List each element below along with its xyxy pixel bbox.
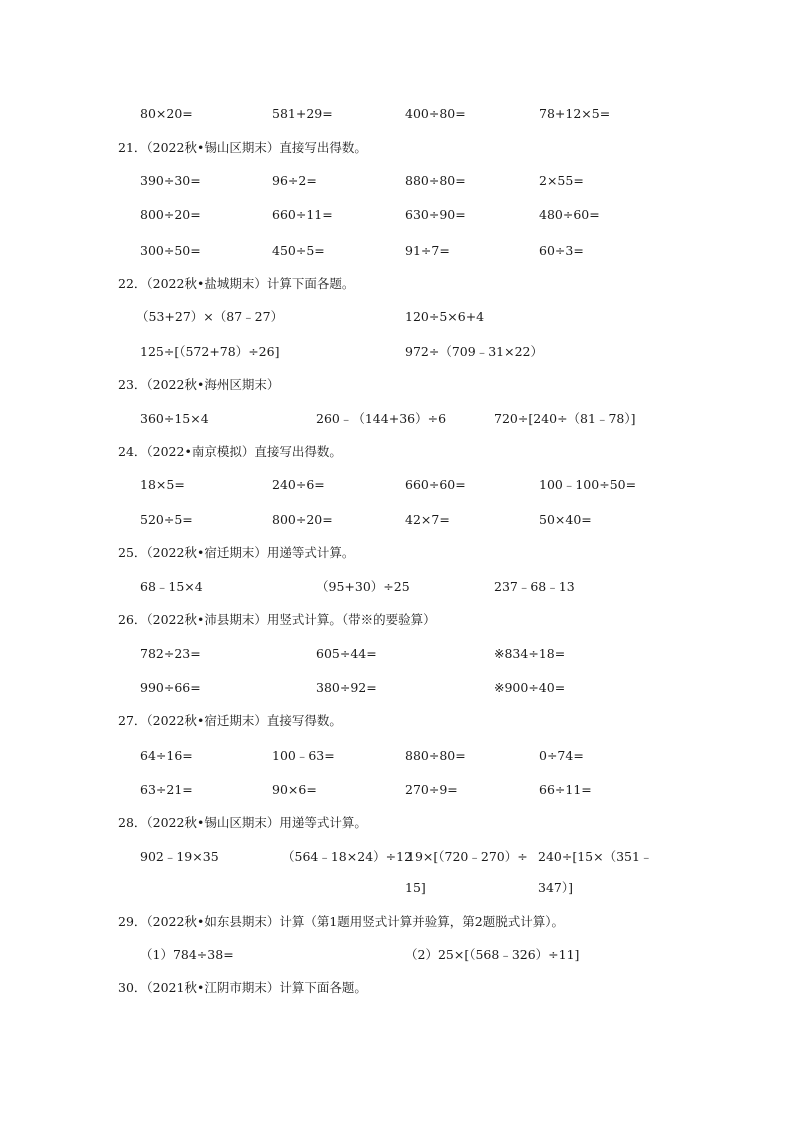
expression: 972÷（709﹣31×22） xyxy=(405,344,543,359)
expression: 800÷20= xyxy=(140,207,201,222)
expression: 630÷90= xyxy=(405,207,466,222)
expression: 270÷9= xyxy=(405,782,458,797)
expression: 78+12×5= xyxy=(539,106,611,121)
expression: 520÷5= xyxy=(140,512,193,527)
question-21-title: 21．（2022秋•锡山区期末）直接写出得数。 xyxy=(118,140,367,155)
expression: 480÷60= xyxy=(539,207,600,222)
expression: 50×40= xyxy=(539,512,592,527)
question-23-title: 23．（2022秋•海州区期末） xyxy=(118,377,280,392)
question-27-title: 27．（2022秋•宿迁期末）直接写得数。 xyxy=(118,713,342,728)
expression: 390÷30= xyxy=(140,173,201,188)
expression: 100﹣63= xyxy=(272,748,335,763)
expression: 990÷66= xyxy=(140,680,201,695)
expression: 63÷21= xyxy=(140,782,193,797)
expression: 240÷6= xyxy=(272,477,325,492)
expression: 880÷80= xyxy=(405,173,466,188)
expression: 660÷60= xyxy=(405,477,466,492)
expression: 96÷2= xyxy=(272,173,317,188)
expression: 380÷92= xyxy=(316,680,377,695)
expression: 2×55= xyxy=(539,173,584,188)
expression: 19×[（720﹣270）÷ xyxy=(407,849,528,864)
expression: 80×20= xyxy=(140,106,193,121)
expression: 237﹣68﹣13 xyxy=(494,579,575,594)
expression: （95+30）÷25 xyxy=(316,579,410,594)
expression: 100﹣100÷50= xyxy=(539,477,637,492)
question-25-title: 25．（2022秋•宿迁期末）用递等式计算。 xyxy=(118,545,355,560)
expression: 605÷44= xyxy=(316,646,377,661)
expression: 902﹣19×35 xyxy=(140,849,219,864)
expression: 64÷16= xyxy=(140,748,193,763)
expression: 91÷7= xyxy=(405,243,450,258)
expression: 720÷[240÷（81﹣78）] xyxy=(494,411,636,426)
expression: 581+29= xyxy=(272,106,333,121)
expression: ※834÷18= xyxy=(494,646,566,661)
expression: 400÷80= xyxy=(405,106,466,121)
expression: 782÷23= xyxy=(140,646,201,661)
expression: 660÷11= xyxy=(272,207,333,222)
expression: 120÷5×6+4 xyxy=(405,309,485,324)
expression-continuation: 347）] xyxy=(538,880,573,895)
expression: （1）784÷38= xyxy=(140,947,234,962)
expression: 0÷74= xyxy=(539,748,584,763)
question-26-title: 26．（2022秋•沛县期末）用竖式计算。（带※的要验算） xyxy=(118,612,436,627)
expression: （564﹣18×24）÷12 xyxy=(282,849,413,864)
expression: 60÷3= xyxy=(539,243,584,258)
question-29-title: 29．（2022秋•如东县期末）计算（第1题用竖式计算并验算，第2题脱式计算）。 xyxy=(118,914,564,929)
question-24-title: 24．（2022•南京模拟）直接写出得数。 xyxy=(118,444,342,459)
expression: 880÷80= xyxy=(405,748,466,763)
expression-continuation: 15] xyxy=(405,880,426,895)
expression: 360÷15×4 xyxy=(140,411,209,426)
expression: 260﹣（144+36）÷6 xyxy=(316,411,447,426)
expression: 18×5= xyxy=(140,477,185,492)
expression: 300÷50= xyxy=(140,243,201,258)
expression: 66÷11= xyxy=(539,782,592,797)
expression: （2）25×[（568﹣326）÷11] xyxy=(405,947,580,962)
question-28-title: 28．（2022秋•锡山区期末）用递等式计算。 xyxy=(118,815,367,830)
expression: ※900÷40= xyxy=(494,680,566,695)
question-30-title: 30．（2021秋•江阴市期末）计算下面各题。 xyxy=(118,980,367,995)
expression: 90×6= xyxy=(272,782,317,797)
expression: （53+27）×（87﹣27） xyxy=(136,309,284,324)
expression: 800÷20= xyxy=(272,512,333,527)
expression: 42×7= xyxy=(405,512,450,527)
expression: 68﹣15×4 xyxy=(140,579,203,594)
expression: 125÷[（572+78）÷26] xyxy=(140,344,280,359)
expression: 240÷[15×（351﹣ xyxy=(538,849,653,864)
expression: 450÷5= xyxy=(272,243,325,258)
question-22-title: 22．（2022秋•盐城期末）计算下面各题。 xyxy=(118,276,355,291)
